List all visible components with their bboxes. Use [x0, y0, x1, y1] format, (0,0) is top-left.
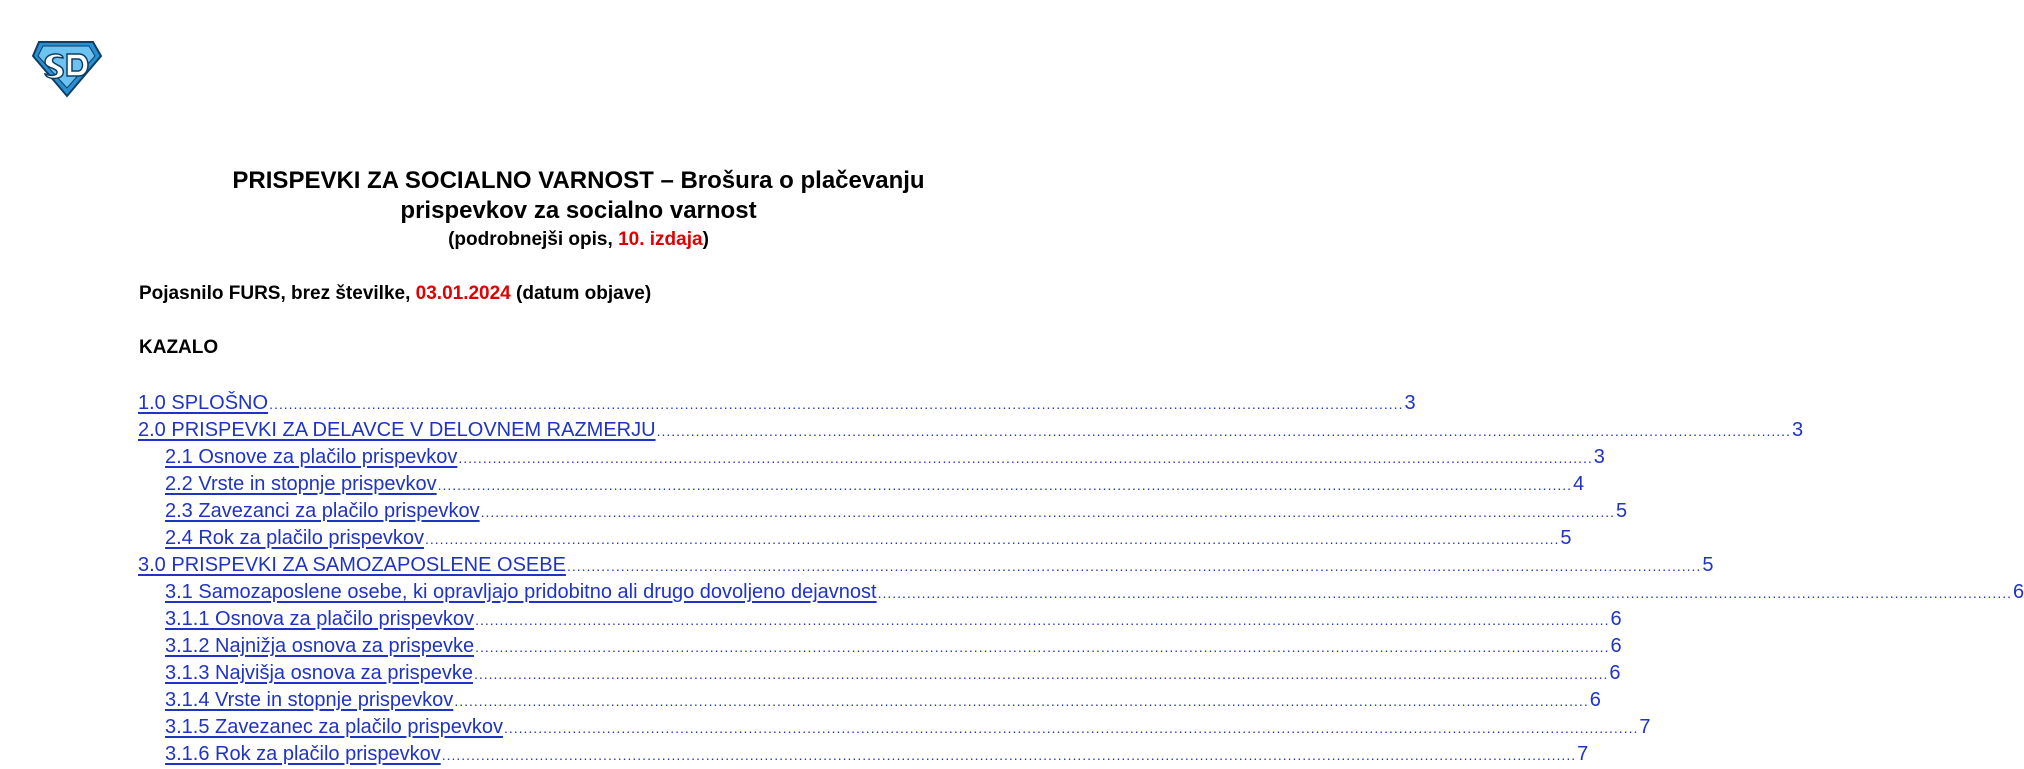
toc-item[interactable] — [138, 444, 1605, 471]
toc-page-number: 3 — [1404, 392, 1416, 414]
toc-item[interactable] — [138, 741, 1589, 768]
toc-item-link[interactable]: 3.1.5 Zavezanec za plačilo prispevkov — [165, 716, 503, 738]
toc-item[interactable] — [138, 579, 2024, 606]
toc-page-number: 6 — [2013, 581, 2024, 603]
meta-suffix: (datum objave) — [510, 283, 652, 304]
toc-page-number: 3 — [1593, 446, 1605, 468]
toc-item-link[interactable]: 2.4 Rok za plačilo prispevkov — [165, 527, 425, 549]
toc-page-number: 6 — [1610, 635, 1622, 657]
toc-dot-leader — [442, 742, 1576, 769]
toc-item-link[interactable]: 3.1 Samozaposlene osebe, ki opravljajo pridobitno ali drugo dovoljeno dejavnost — [165, 581, 877, 603]
toc-item-link[interactable]: 1.0 SPLOŠNO — [138, 392, 269, 414]
toc-page-number: 3 — [1791, 419, 1804, 441]
toc-item[interactable] — [138, 552, 1714, 579]
toc-item[interactable] — [138, 687, 1601, 714]
toc-page-number: 5 — [1616, 500, 1628, 522]
toc-dot-leader — [269, 391, 1403, 418]
toc-page-number: 7 — [1577, 743, 1589, 765]
subtitle-prefix: (podrobnejši opis, — [448, 229, 619, 250]
toc-dot-leader — [878, 580, 2012, 607]
toc-item-link[interactable]: 3.1.1 Osnova za plačilo prispevkov — [165, 608, 475, 630]
toc-item[interactable] — [138, 498, 1628, 525]
toc-item[interactable] — [138, 633, 1622, 660]
sd-logo-icon — [31, 40, 103, 98]
meta-prefix: Pojasnilo FURS, brez številke, — [139, 283, 416, 304]
toc-dot-leader — [567, 553, 1701, 580]
toc-item[interactable] — [138, 606, 1622, 633]
toc-page-number: 5 — [1560, 527, 1572, 549]
explanation-meta — [139, 282, 651, 306]
toc-item[interactable] — [138, 417, 1804, 444]
toc-dot-leader — [438, 472, 1572, 499]
toc-dot-leader — [504, 715, 1638, 742]
toc-item[interactable] — [138, 525, 1572, 552]
title-line-2: prispevkov za socialno varnost — [400, 197, 757, 224]
toc-item[interactable] — [138, 660, 1621, 687]
toc-item-link[interactable]: 3.1.2 Najnižja osnova za prispevke — [165, 635, 475, 657]
toc-item[interactable] — [138, 390, 1416, 417]
toc-page-number: 6 — [1589, 689, 1601, 711]
toc-dot-leader — [425, 526, 1559, 553]
toc-item-link[interactable]: 2.2 Vrste in stopnje prispevkov — [165, 473, 437, 495]
toc-dot-leader — [657, 418, 1791, 445]
title-subtitle — [0, 226, 1157, 254]
toc-heading: KAZALO — [139, 337, 219, 358]
toc-item[interactable] — [138, 471, 1585, 498]
toc-dot-leader — [475, 634, 1609, 661]
toc-page-number: 7 — [1639, 716, 1651, 738]
toc-page-number: 4 — [1573, 473, 1585, 495]
document-title — [0, 166, 1157, 254]
subtitle-suffix: ) — [702, 229, 709, 250]
toc-page-number: 6 — [1609, 662, 1621, 684]
toc-page-number: 5 — [1702, 554, 1714, 576]
toc-dot-leader — [481, 499, 1615, 526]
subtitle-edition: 10. izdaja — [618, 229, 703, 250]
toc-item-link[interactable]: 3.0 PRISPEVKI ZA SAMOZAPOSLENE OSEBE — [138, 554, 566, 576]
toc-item[interactable] — [138, 714, 1651, 741]
toc-item-link[interactable]: 3.1.4 Vrste in stopnje prispevkov — [165, 689, 454, 711]
toc-dot-leader — [475, 607, 1609, 634]
toc-page-number: 6 — [1610, 608, 1622, 630]
toc-item-link[interactable]: 3.1.6 Rok za plačilo prispevkov — [165, 743, 441, 765]
publish-date: 03.01.2024 — [415, 283, 511, 304]
toc-dot-leader — [458, 445, 1592, 472]
table-of-contents — [138, 390, 2024, 768]
toc-dot-leader — [454, 688, 1588, 715]
toc-item-link[interactable]: 2.0 PRISPEVKI ZA DELAVCE V DELOVNEM RAZMERJU — [138, 419, 656, 441]
toc-item-link[interactable]: 3.1.3 Najvišja osnova za prispevke — [165, 662, 473, 684]
title-line-1: PRISPEVKI ZA SOCIALNO VARNOST – Brošura o plačevanju — [232, 167, 925, 194]
toc-item-link[interactable]: 2.1 Osnove za plačilo prispevkov — [165, 446, 458, 468]
toc-item-link[interactable]: 2.3 Zavezanci za plačilo prispevkov — [165, 500, 480, 522]
toc-dot-leader — [474, 661, 1608, 688]
